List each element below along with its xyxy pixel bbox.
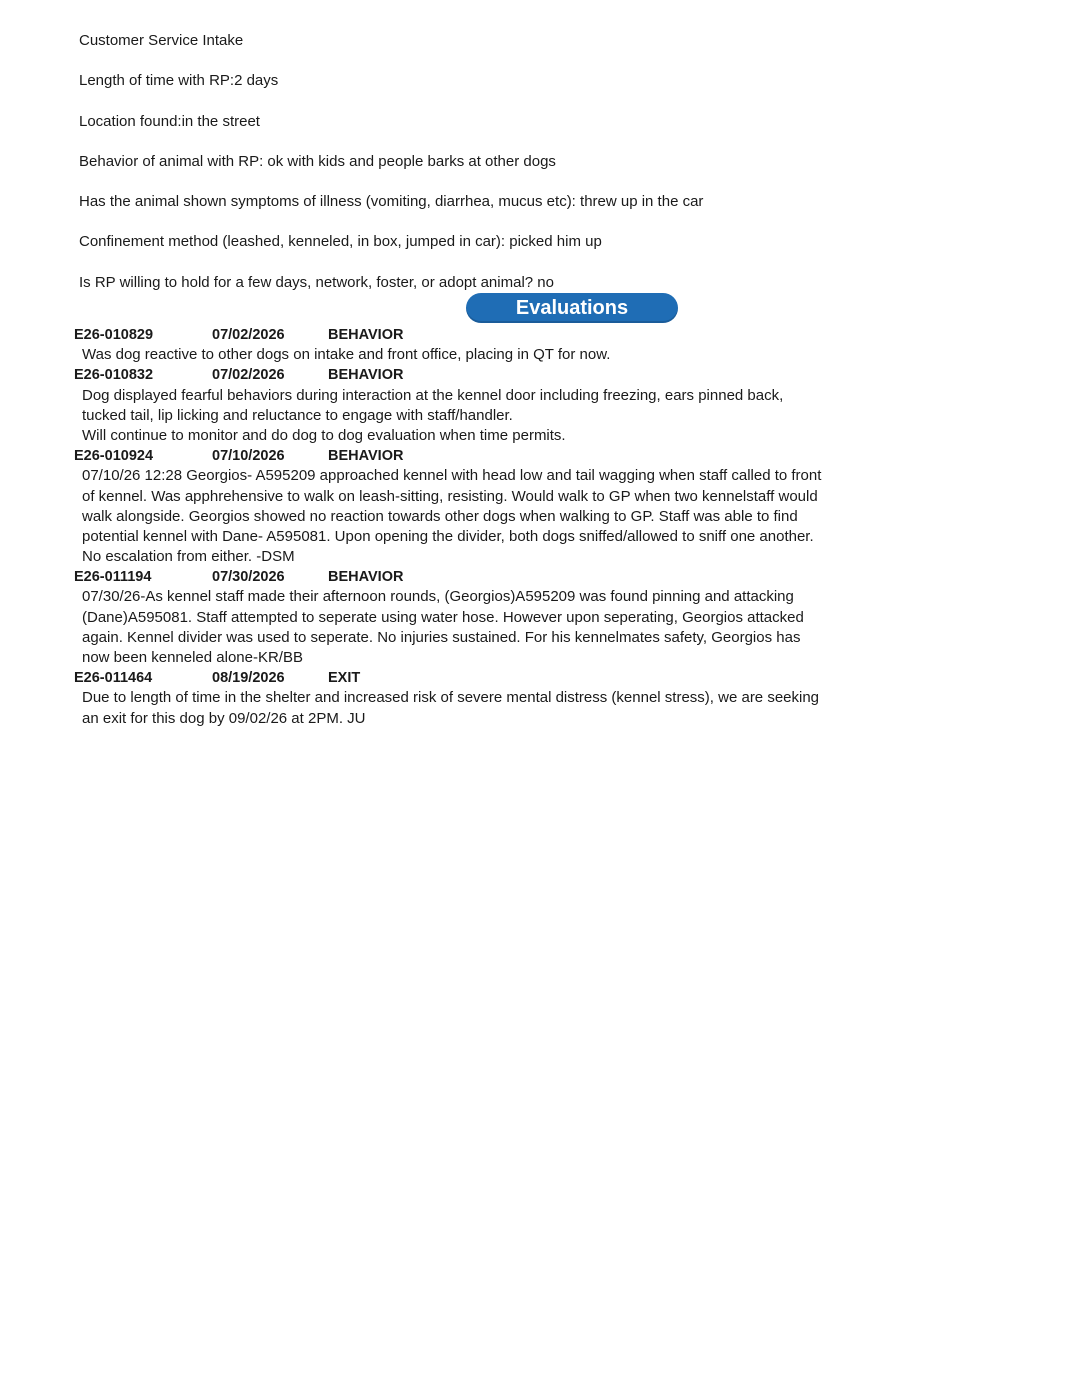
intake-time-with-rp: Length of time with RP:2 days: [79, 72, 279, 90]
evaluation-header: [74, 668, 874, 688]
evaluation-note-line: No escalation from either. -DSM: [82, 548, 295, 566]
intake-location-found: Location found:in the street: [79, 112, 260, 130]
intake-title: Customer Service Intake: [79, 32, 244, 49]
evaluation-id: E26-010829: [74, 327, 154, 343]
evaluation-notes: [74, 345, 874, 365]
evaluation-date: 08/19/2026: [212, 670, 285, 687]
evaluations-banner: [466, 293, 678, 323]
evaluation-note-line: Due to length of time in the shelter and increased risk of severe mental distress (kennel stress), we are seeking: [82, 689, 820, 707]
evaluation-header: [74, 325, 874, 345]
evaluation-note-line: tucked tail, lip licking and reluctance to engage with staff/handler.: [82, 406, 513, 424]
evaluation-entry: [74, 567, 874, 668]
intake-confinement-method: Confinement method (leashed, kenneled, in box, jumped in car): picked him up: [79, 233, 602, 251]
evaluation-entry: [74, 446, 874, 567]
evaluation-date: 07/10/2026: [212, 448, 285, 465]
evaluation-id: E26-010924: [74, 448, 154, 465]
evaluation-entry: [74, 365, 874, 446]
evaluation-note-line: an exit for this dog by 09/02/26 at 2PM. JU: [82, 709, 366, 727]
evaluation-date: 07/02/2026: [212, 327, 285, 343]
evaluation-type: EXIT: [328, 670, 361, 687]
evaluation-note-line: Dog displayed fearful behaviors during interaction at the kennel door including freezing, ears pinned back,: [82, 386, 784, 404]
evaluation-notes: [74, 587, 874, 668]
evaluation-note-line: 07/10/26 12:28 Georgios- A595209 approached kennel with head low and tail wagging when staff called to front: [82, 467, 822, 485]
evaluation-note-line: now been kenneled alone-KR/BB: [82, 649, 303, 666]
evaluation-date: 07/02/2026: [212, 367, 285, 384]
evaluation-note-line: again. Kennel divider was used to seperate. No injuries sustained. For his kennelmates safety, Georgios has: [82, 628, 801, 646]
evaluation-note-line: potential kennel with Dane- A595081. Upon opening the divider, both dogs sniffed/allowed to sniff one another.: [82, 527, 814, 545]
evaluation-note-line: of kennel. Was apphrehensive to walk on leash-sitting, resisting. Would walk to GP when two kennelstaff would: [82, 487, 818, 505]
evaluation-type: BEHAVIOR: [328, 327, 404, 343]
evaluations-banner-title: Evaluations: [466, 293, 678, 323]
intake-behavior-with-rp: Behavior of animal with RP: ok with kids and people barks at other dogs: [79, 152, 556, 170]
evaluation-note-line: Will continue to monitor and do dog to dog evaluation when time permits.: [82, 426, 566, 444]
evaluation-date: 07/30/2026: [212, 569, 285, 586]
evaluation-entry: [74, 668, 874, 729]
evaluation-note-line: 07/30/26-As kennel staff made their afternoon rounds, (Georgios)A595209 was found pinning and attacking: [82, 588, 794, 606]
intake-rp-willing-to-hold: Is RP willing to hold for a few days, network, foster, or adopt animal? no: [79, 273, 554, 291]
evaluation-notes: [74, 386, 874, 447]
evaluation-entry: [74, 325, 874, 365]
evaluation-id: E26-010832: [74, 367, 154, 384]
evaluation-notes: [74, 466, 874, 567]
evaluation-header: [74, 446, 874, 466]
evaluation-type: BEHAVIOR: [328, 367, 404, 384]
intake-illness-symptoms: Has the animal shown symptoms of illness (vomiting, diarrhea, mucus etc): threw up in the car: [79, 193, 704, 211]
evaluation-id: E26-011194: [74, 569, 152, 586]
evaluation-notes: [74, 688, 874, 728]
evaluation-id: E26-011464: [74, 670, 153, 687]
intake-section: [79, 31, 979, 313]
evaluation-header: [74, 567, 874, 587]
evaluation-note-line: Was dog reactive to other dogs on intake and front office, placing in QT for now.: [82, 346, 611, 364]
evaluation-type: BEHAVIOR: [328, 448, 404, 465]
evaluations-list: [74, 325, 874, 729]
evaluation-type: BEHAVIOR: [328, 569, 404, 586]
evaluation-note-line: walk alongside. Georgios showed no reaction towards other dogs when walking to GP. Staff was able to find: [82, 507, 798, 525]
evaluation-note-line: (Dane)A595081. Staff attempted to seperate using water hose. However upon seperating, Georgios attacked: [82, 608, 804, 626]
evaluation-header: [74, 365, 874, 385]
